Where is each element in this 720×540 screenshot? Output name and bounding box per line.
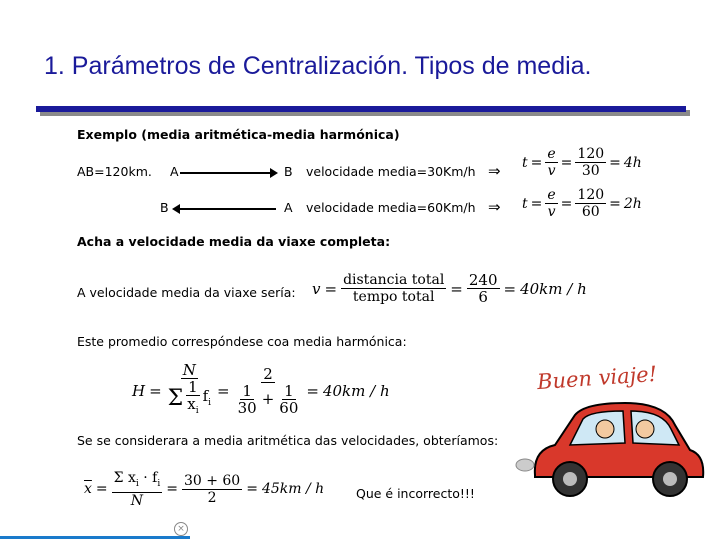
- arithmetic-intro: Se se considerara a media aritmética das velocidades, obteríamos:: [77, 433, 499, 448]
- footer-line: [0, 536, 190, 539]
- arrow-right-icon: [178, 166, 280, 180]
- trip1-speed: velocidade media=30Km/h: [306, 164, 476, 179]
- slide-title: 1. Parámetros de Centralización. Tipos de media.: [44, 52, 592, 80]
- formula-arithmetic: $\overline{x}$ = $\frac{\Sigma x_i \cdot f_i}{N}$ = $\frac{30 + 60}{2}$ = 45km / h: [84, 470, 325, 509]
- implies-icon: ⇒: [488, 198, 501, 216]
- trip2-speed: velocidade media=60Km/h: [306, 200, 476, 215]
- trip2-to: A: [284, 200, 293, 215]
- trip1-from: A: [170, 164, 179, 179]
- example-heading: Exemplo (media aritmética-media harmónica): [77, 127, 400, 142]
- formula-t1: t = $\frac{e}{v}$ = $\frac{120}{30}$ = 4h: [522, 146, 642, 179]
- nav-icon[interactable]: ×: [174, 522, 188, 536]
- conclusion-text: Que é incorrecto!!!: [356, 486, 475, 501]
- car-clipart-icon: [515, 395, 710, 505]
- formula-v: v = $\frac{\text{distancia total}}{\text{tempo total}}$ = $\frac{240}{6}$ = 40km / h: [312, 271, 587, 306]
- arrow-left-icon: [170, 202, 280, 216]
- trip2-from: B: [160, 200, 169, 215]
- speed-intro: A velocidade media da viaxe sería:: [77, 285, 296, 300]
- formula-t2: t = $\frac{e}{v}$ = $\frac{120}{60}$ = 2h: [522, 187, 642, 220]
- sigma-icon: Σ: [167, 386, 184, 411]
- distance-label: AB=120km.: [77, 164, 152, 179]
- formula-harmonic: H = N Σ $\frac{1}{x_i}$ $f_i$ = 2 $\frac{1}{30}$ + $\frac{1}{60}$ = 40km / h: [132, 361, 390, 417]
- trip1-to: B: [284, 164, 293, 179]
- car-caption: Buen viaje!: [536, 361, 658, 395]
- title-rule: [36, 106, 686, 112]
- implies-icon: ⇒: [488, 162, 501, 180]
- harmonic-intro: Este promedio correspóndese coa media harmónica:: [77, 334, 407, 349]
- question-text: Acha a velocidade media da viaxe completa:: [77, 234, 391, 249]
